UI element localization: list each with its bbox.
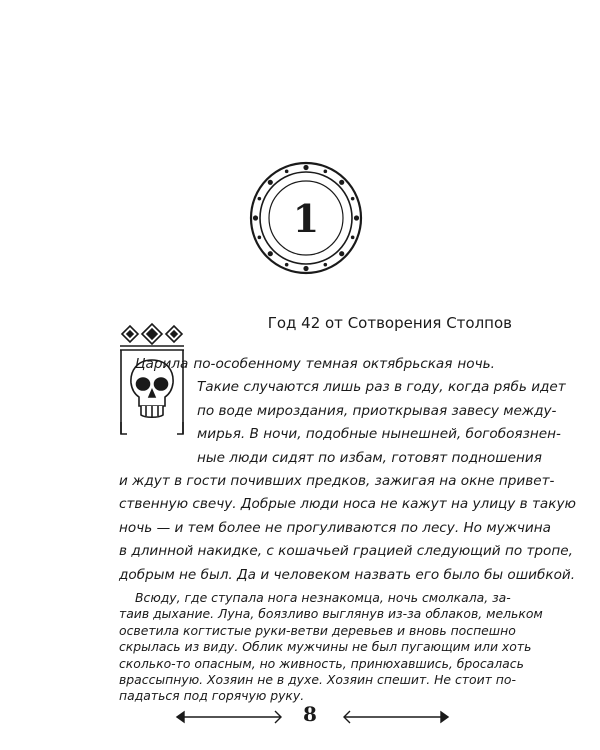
- text-line: сколько-то опасным, но живность, принюхавшись, бросалась: [119, 655, 524, 671]
- text-line: ственную свечу. Добрые люди носа не кажут на улицу в такую: [119, 496, 576, 513]
- footer-arrow-right-icon: [340, 707, 450, 727]
- skull-ornament-icon: [118, 322, 186, 438]
- text-line: скрылась из виду. Облик мужчины не был пугающим или хоть: [119, 639, 532, 655]
- text-line: врассыпную. Хозяин не в духе. Хозяин спешит. Не стоит по-: [119, 672, 516, 687]
- text-line: осветила когтистые руки-ветви деревьев и вновь поспешно: [119, 622, 516, 638]
- text-line: Всюду, где ступала нога незнакомца, ночь смолкала, за-: [135, 590, 511, 605]
- text-line: добрым не был. Да и человеком назвать его было бы ошибкой.: [119, 566, 576, 583]
- text-line: Такие случаются лишь раз в году, когда рябь идет: [197, 379, 566, 396]
- text-line: ные люди сидят по избам, готовят подношения: [197, 449, 542, 466]
- text-line: мирья. В ночи, подобные нынешней, богобоязнен-: [197, 426, 561, 443]
- footer-arrow-left-icon: [175, 707, 285, 727]
- text-line: таив дыхание. Луна, боязливо выглянув из-за облаков, мельком: [119, 606, 543, 622]
- text-line: падаться под горячую руку.: [119, 688, 305, 704]
- text-line: по воде мироздания, приоткрывая завесу между-: [197, 402, 557, 419]
- epigraph: Год 42 от Сотворения Столпов: [267, 314, 512, 332]
- text-line: ночь — и тем более не прогуливаются по лесу. Но мужчина: [119, 519, 551, 536]
- chapter-number: 1: [292, 195, 320, 241]
- text-line: в длинной накидке, с кошачьей грацией следующий по тропе,: [119, 543, 573, 560]
- text-line: и ждут в гости почивших предков, зажигая на окне привет-: [119, 473, 555, 489]
- page-number: 8: [303, 702, 317, 726]
- text-line: Царила по-особенному темная октябрьская ночь.: [135, 356, 495, 372]
